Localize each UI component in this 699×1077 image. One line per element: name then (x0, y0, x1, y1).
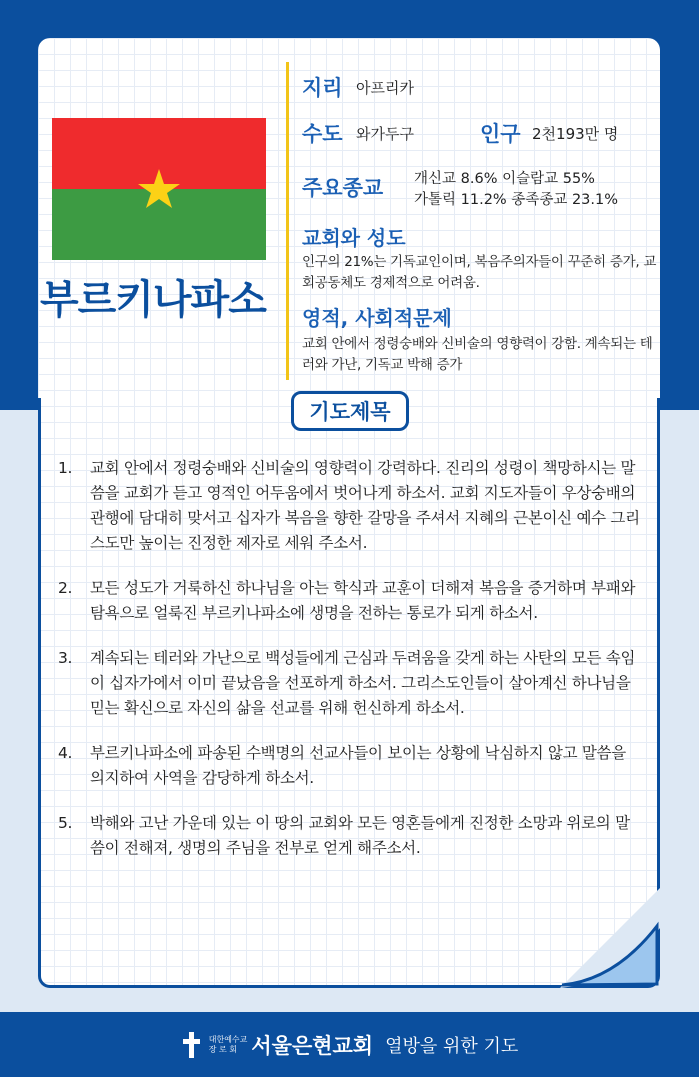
church-section-title: 교회와 성도 (302, 226, 406, 250)
org-line-2: 장 로 회 (208, 1044, 238, 1054)
religion-label: 주요종교 (302, 176, 384, 200)
church-section-text: 인구의 21%는 기독교인이며, 복음주의자들이 꾸준히 증가, 교회공동체도 경제적으로 어려움. (302, 254, 657, 291)
prayer-number: 5. (58, 814, 73, 832)
prayer-item (50, 646, 644, 721)
divider (286, 62, 289, 380)
prayer-item (50, 811, 644, 861)
prayer-text: 부르키나파소에 파송된 수백명의 선교사들이 보이는 상황에 낙심하지 않고 말씀을 의지하여 사역을 감당하게 하소서. (90, 744, 626, 787)
prayer-number: 3. (58, 649, 73, 667)
prayer-number: 2. (58, 579, 73, 597)
burkina-faso-flag (52, 118, 266, 260)
prayer-text: 계속되는 테러와 가난으로 백성들에게 근심과 두려움을 갖게 하는 사탄의 모든 속임이 십자가에서 이미 끝났음을 선포하게 하소서. 그리스도인들이 살아계신 하나님을 믿는 확신으로 자신의 삶을 선교를 위해 헌신하게 하소서. (90, 649, 636, 717)
prayer-item (50, 741, 644, 791)
population-value: 2천193만 명 (532, 125, 619, 143)
religion-line-2: 가톨릭 11.2% 종족종교 23.1% (414, 192, 619, 208)
prayer-number: 1. (58, 459, 73, 477)
prayer-item (50, 456, 644, 556)
prayer-item (50, 576, 644, 626)
geography-label: 지리 (302, 76, 343, 100)
cross-icon (181, 1030, 201, 1060)
prayer-text: 모든 성도가 거룩하신 하나님을 아는 학식과 교훈이 더해져 복음을 증거하며 부패와 탐욕으로 얼룩진 부르키나파소에 생명을 전하는 통로가 되게 하소서. (90, 579, 636, 622)
org-label (209, 1035, 248, 1055)
prayer-list (50, 456, 644, 881)
social-section-text: 교회 안에서 정령숭배와 신비술의 영향력이 강함. 계속되는 테러와 가난, 기독교 박해 증가 (302, 336, 653, 373)
footer-subtitle: 열방을 위한 기도 (385, 1035, 519, 1057)
page-curl-icon (560, 888, 660, 988)
prayer-text: 박해와 고난 가운데 있는 이 땅의 교회와 모든 영혼들에게 진정한 소망과 위로의 말씀이 전해져, 생명의 주님을 전부로 얻게 해주소서. (90, 814, 630, 857)
geography-value: 아프리카 (356, 79, 414, 97)
footer (0, 1012, 699, 1077)
country-name: 부르키나파소 (40, 277, 266, 323)
capital-label: 수도 (302, 122, 343, 146)
org-line-1: 대한예수교 (208, 1034, 248, 1044)
religion-line-1: 개신교 8.6% 이슬람교 55% (414, 171, 595, 187)
church-name: 서울은현교회 (251, 1033, 374, 1058)
prayer-title: 기도제목 (291, 391, 409, 431)
capital-value: 와가두구 (356, 125, 414, 143)
social-section-title: 영적, 사회적문제 (302, 306, 452, 330)
population-label: 인구 (480, 122, 521, 146)
prayer-text: 교회 안에서 정령숭배와 신비술의 영향력이 강력하다. 진리의 성령이 책망하시는 말씀을 교회가 듣고 영적인 어두움에서 벗어나게 하소서. 교회 지도자들이 우상숭배의 관행에 담대히 맞서고 십자가 복음을 향한 갈망을 주셔서 지혜의 근본이신 예수 그리스도만 높이는 진정한 제자로 세워 주소서. (90, 459, 640, 552)
prayer-number: 4. (58, 744, 73, 762)
